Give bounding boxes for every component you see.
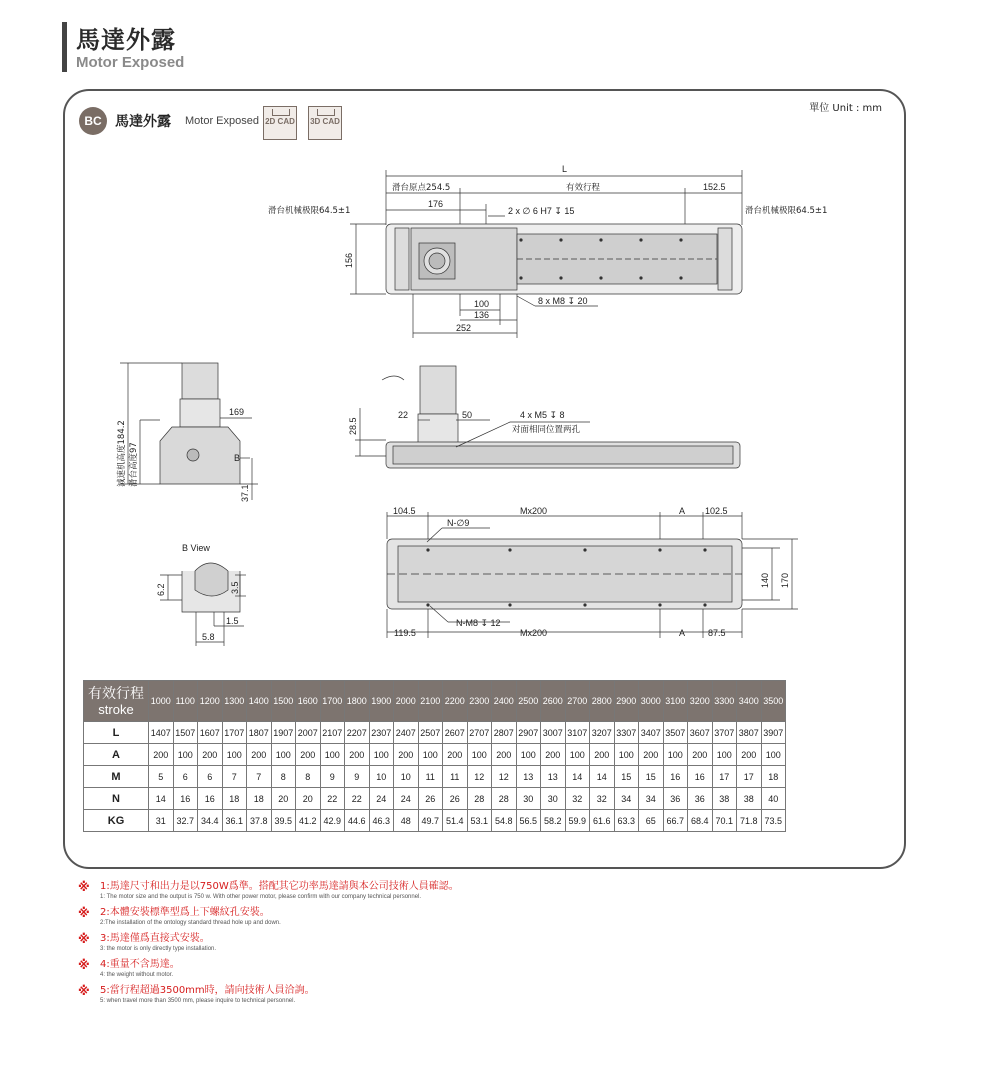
- table-cell: 100: [565, 744, 590, 766]
- note-cn: 2:本體安裝標準型爲上下螺紋孔安裝。: [100, 907, 270, 918]
- row-label: N: [84, 788, 149, 810]
- stroke-cell: 3000: [639, 681, 664, 722]
- table-cell: 200: [345, 744, 370, 766]
- table-cell: 1707: [222, 722, 247, 744]
- table-cell: 14: [149, 788, 174, 810]
- note-mark: ※: [78, 880, 90, 894]
- table-cell: 3007: [541, 722, 566, 744]
- table-cell: 16: [173, 788, 198, 810]
- stroke-cell: 1500: [271, 681, 296, 722]
- cad-2d-button[interactable]: 2D CAD: [263, 106, 297, 140]
- label-A-bottom: A: [679, 628, 686, 638]
- slider-height-label: 滑台高度97: [129, 442, 139, 487]
- table-cell: 30: [516, 788, 541, 810]
- table-cell: 37.8: [247, 810, 272, 832]
- table-cell: 17: [712, 766, 737, 788]
- cad-3d-button[interactable]: 3D CAD: [308, 106, 342, 140]
- table-cell: 2107: [320, 722, 345, 744]
- n-holes-spec: N-∅9: [447, 518, 470, 528]
- table-cell: 32: [590, 788, 615, 810]
- spec-table: [83, 680, 786, 832]
- table-cell: 28: [492, 788, 517, 810]
- table-cell: 26: [443, 788, 468, 810]
- table-cell: 34: [614, 788, 639, 810]
- stroke-cell: 2400: [492, 681, 517, 722]
- row-label: A: [84, 744, 149, 766]
- note-item: [72, 958, 592, 980]
- stroke-cell: 1100: [173, 681, 198, 722]
- table-cell: 8: [271, 766, 296, 788]
- table-cell: 1807: [247, 722, 272, 744]
- table-cell: 100: [271, 744, 296, 766]
- table-cell: 28: [467, 788, 492, 810]
- table-cell: 17: [737, 766, 762, 788]
- table-cell: 8: [296, 766, 321, 788]
- section-title-en: Motor Exposed: [185, 115, 259, 127]
- stroke-cell: 1400: [247, 681, 272, 722]
- table-cell: 10: [369, 766, 394, 788]
- table-cell: 100: [418, 744, 443, 766]
- table-row: [84, 810, 786, 832]
- table-cell: 16: [688, 766, 713, 788]
- table-cell: 200: [247, 744, 272, 766]
- dim-L: L: [562, 164, 568, 174]
- table-cell: 3807: [737, 722, 762, 744]
- table-cell: 100: [614, 744, 639, 766]
- table-cell: 13: [516, 766, 541, 788]
- table-cell: 200: [443, 744, 468, 766]
- dim-1-5: 1.5: [226, 616, 239, 626]
- table-cell: 20: [271, 788, 296, 810]
- table-cell: 39.5: [271, 810, 296, 832]
- dim-87-5: 87.5: [708, 628, 726, 638]
- dim-5-8: 5.8: [202, 632, 215, 642]
- table-cell: 2307: [369, 722, 394, 744]
- table-cell: 2607: [443, 722, 468, 744]
- table-cell: 18: [247, 788, 272, 810]
- dim-3-5: 3.5: [230, 581, 240, 594]
- table-cell: 200: [688, 744, 713, 766]
- note-item: [72, 984, 592, 1006]
- table-cell: 2807: [492, 722, 517, 744]
- table-cell: 100: [516, 744, 541, 766]
- stroke-cell: 1600: [296, 681, 321, 722]
- table-cell: 61.6: [590, 810, 615, 832]
- dim-169: 169: [229, 407, 245, 417]
- table-cell: 2707: [467, 722, 492, 744]
- table-cell: 100: [173, 744, 198, 766]
- table-cell: 2907: [516, 722, 541, 744]
- table-cell: 1607: [198, 722, 223, 744]
- dim-50: 50: [462, 410, 473, 420]
- table-cell: 36.1: [222, 810, 247, 832]
- section-badge: BC: [79, 107, 107, 135]
- limit-right-label: 滑台机械极限64.5±1: [745, 206, 828, 216]
- page-subtitle: Motor Exposed: [76, 54, 185, 71]
- table-cell: 70.1: [712, 810, 737, 832]
- stroke-cell: 2100: [418, 681, 443, 722]
- table-cell: 22: [345, 788, 370, 810]
- table-cell: 34: [639, 788, 664, 810]
- table-cell: 14: [590, 766, 615, 788]
- table-cell: 100: [761, 744, 786, 766]
- table-cell: 46.3: [369, 810, 394, 832]
- table-cell: 200: [394, 744, 419, 766]
- table-cell: 11: [443, 766, 468, 788]
- table-cell: 36: [663, 788, 688, 810]
- table-cell: 7: [222, 766, 247, 788]
- unit-label: 單位 Unit : mm: [809, 103, 882, 114]
- label-B: B: [234, 453, 241, 463]
- notes-list: [72, 880, 592, 1010]
- stroke-header: [84, 681, 149, 722]
- note-en: 2:The installation of the ontology standard thread hole up and down.: [100, 920, 281, 926]
- dim-100: 100: [474, 299, 490, 309]
- table-cell: 41.2: [296, 810, 321, 832]
- stroke-cell: 1700: [320, 681, 345, 722]
- dim-152-5: 152.5: [703, 182, 726, 192]
- table-cell: 68.4: [688, 810, 713, 832]
- stroke-cell: 2700: [565, 681, 590, 722]
- note-item: [72, 906, 592, 928]
- page-title: 馬達外露: [76, 26, 176, 54]
- stroke-cell: 2900: [614, 681, 639, 722]
- table-cell: 6: [198, 766, 223, 788]
- table-cell: 44.6: [345, 810, 370, 832]
- table-cell: 26: [418, 788, 443, 810]
- side-note: 对面相同位置两孔: [512, 425, 581, 435]
- stroke-cell: 3300: [712, 681, 737, 722]
- note-en: 1: The motor size and the output is 750 w. With other power motor, please confirm with our company technical personnel.: [100, 894, 422, 900]
- mx200-bottom: Mx200: [520, 628, 548, 638]
- table-cell: 3707: [712, 722, 737, 744]
- table-cell: 73.5: [761, 810, 786, 832]
- section-title-cn: 馬達外露: [115, 114, 171, 130]
- mx200-top: Mx200: [520, 506, 548, 516]
- table-cell: 200: [198, 744, 223, 766]
- row-label: M: [84, 766, 149, 788]
- table-cell: 31: [149, 810, 174, 832]
- table-cell: 1407: [149, 722, 174, 744]
- stroke-cell: 2800: [590, 681, 615, 722]
- table-row: [84, 788, 786, 810]
- table-cell: 66.7: [663, 810, 688, 832]
- stroke-cell: 1200: [198, 681, 223, 722]
- table-cell: 38: [737, 788, 762, 810]
- table-cell: 13: [541, 766, 566, 788]
- table-row: [84, 766, 786, 788]
- table-cell: 3507: [663, 722, 688, 744]
- table-cell: 1907: [271, 722, 296, 744]
- table-cell: 3307: [614, 722, 639, 744]
- table-cell: 9: [345, 766, 370, 788]
- stroke-header-cn: 有效行程: [88, 684, 144, 701]
- table-cell: 3607: [688, 722, 713, 744]
- dim-102-5: 102.5: [705, 506, 728, 516]
- table-cell: 32.7: [173, 810, 198, 832]
- dim-28-5: 28.5: [348, 417, 358, 435]
- table-cell: 9: [320, 766, 345, 788]
- note-mark: ※: [78, 932, 90, 946]
- holes-spec: 2 x ∅ 6 H7 ↧ 15: [508, 206, 575, 216]
- dim-136: 136: [474, 310, 490, 320]
- table-cell: 20: [296, 788, 321, 810]
- table-cell: 3207: [590, 722, 615, 744]
- stroke-cell: 3200: [688, 681, 713, 722]
- side-screws-spec: 4 x M5 ↧ 8: [520, 410, 565, 420]
- table-cell: 7: [247, 766, 272, 788]
- stroke-cell: 2600: [541, 681, 566, 722]
- table-cell: 18: [761, 766, 786, 788]
- note-en: 3: the motor is only directly type installation.: [100, 946, 217, 952]
- dim-252: 252: [456, 323, 472, 333]
- table-cell: 10: [394, 766, 419, 788]
- slide-origin-label: 滑台原点254.5: [392, 183, 451, 193]
- table-row: [84, 722, 786, 744]
- table-cell: 24: [394, 788, 419, 810]
- table-cell: 34.4: [198, 810, 223, 832]
- note-item: [72, 932, 592, 954]
- label-A-top: A: [679, 506, 686, 516]
- table-cell: 12: [467, 766, 492, 788]
- table-cell: 42.9: [320, 810, 345, 832]
- table-cell: 3907: [761, 722, 786, 744]
- table-cell: 200: [492, 744, 517, 766]
- stroke-header-en: stroke: [98, 701, 134, 717]
- table-cell: 58.2: [541, 810, 566, 832]
- note-mark: ※: [78, 984, 90, 998]
- stroke-cell: 1300: [222, 681, 247, 722]
- table-cell: 100: [320, 744, 345, 766]
- dim-170: 170: [780, 572, 790, 588]
- table-cell: 71.8: [737, 810, 762, 832]
- dim-6-2: 6.2: [156, 583, 166, 596]
- stroke-cell: 2500: [516, 681, 541, 722]
- stroke-cell: 2200: [443, 681, 468, 722]
- table-cell: 36: [688, 788, 713, 810]
- table-cell: 49.7: [418, 810, 443, 832]
- dim-37-1: 37.1: [240, 484, 250, 502]
- stroke-cell: 1900: [369, 681, 394, 722]
- table-cell: 6: [173, 766, 198, 788]
- table-cell: 100: [467, 744, 492, 766]
- table-cell: 38: [712, 788, 737, 810]
- table-cell: 30: [541, 788, 566, 810]
- note-cn: 4:重量不含馬達。: [100, 959, 180, 970]
- note-item: [72, 880, 592, 902]
- b-view-title: B View: [182, 543, 210, 553]
- table-cell: 100: [663, 744, 688, 766]
- table-cell: 3407: [639, 722, 664, 744]
- table-cell: 2407: [394, 722, 419, 744]
- table-cell: 51.4: [443, 810, 468, 832]
- table-cell: 48: [394, 810, 419, 832]
- table-row: [84, 744, 786, 766]
- note-en: 5: when travel more than 3500 mm, please inquire to technical personnel.: [100, 998, 296, 1004]
- table-cell: 24: [369, 788, 394, 810]
- screws-spec: 8 x M8 ↧ 20: [538, 296, 588, 306]
- note-en: 4: the weight without motor.: [100, 972, 174, 978]
- table-cell: 5: [149, 766, 174, 788]
- table-cell: 16: [198, 788, 223, 810]
- table-cell: 200: [296, 744, 321, 766]
- table-cell: 2207: [345, 722, 370, 744]
- table-cell: 2507: [418, 722, 443, 744]
- stroke-cell: 1000: [149, 681, 174, 722]
- stroke-cell: 2300: [467, 681, 492, 722]
- stroke-cell: 3500: [761, 681, 786, 722]
- table-cell: 63.3: [614, 810, 639, 832]
- table-cell: 200: [590, 744, 615, 766]
- note-mark: ※: [78, 906, 90, 920]
- stroke-cell: 3100: [663, 681, 688, 722]
- dim-156: 156: [344, 252, 354, 268]
- table-cell: 59.9: [565, 810, 590, 832]
- table-cell: 100: [222, 744, 247, 766]
- note-cn: 3:馬達僅爲直接式安裝。: [100, 933, 210, 944]
- table-cell: 56.5: [516, 810, 541, 832]
- table-cell: 200: [639, 744, 664, 766]
- dim-140: 140: [760, 572, 770, 588]
- table-cell: 200: [541, 744, 566, 766]
- table-header-row: [84, 681, 786, 722]
- table-cell: 53.1: [467, 810, 492, 832]
- table-cell: 12: [492, 766, 517, 788]
- table-cell: 3107: [565, 722, 590, 744]
- table-cell: 16: [663, 766, 688, 788]
- table-cell: 11: [418, 766, 443, 788]
- stroke-cell: 3400: [737, 681, 762, 722]
- table-cell: 32: [565, 788, 590, 810]
- table-cell: 100: [369, 744, 394, 766]
- table-cell: 14: [565, 766, 590, 788]
- n-m8-spec: N-M8 ↧ 12: [456, 618, 501, 628]
- row-label: KG: [84, 810, 149, 832]
- note-cn: 1:馬達尺寸和出力是以750W爲準。搭配其它功率馬達請與本公司技術人員確認。: [100, 881, 459, 892]
- table-cell: 18: [222, 788, 247, 810]
- table-cell: 54.8: [492, 810, 517, 832]
- reducer-height-label: 減速机高度184.2: [117, 420, 127, 487]
- table-cell: 200: [149, 744, 174, 766]
- table-cell: 1507: [173, 722, 198, 744]
- dim-104-5: 104.5: [393, 506, 416, 516]
- limit-left-label: 滑台机械极限64.5±1: [268, 206, 351, 216]
- effective-stroke-label: 有效行程: [566, 183, 601, 193]
- table-cell: 100: [712, 744, 737, 766]
- table-cell: 200: [737, 744, 762, 766]
- dim-176: 176: [428, 199, 444, 209]
- row-label: L: [84, 722, 149, 744]
- table-cell: 22: [320, 788, 345, 810]
- table-cell: 15: [614, 766, 639, 788]
- note-mark: ※: [78, 958, 90, 972]
- dim-22: 22: [398, 410, 409, 420]
- table-cell: 65: [639, 810, 664, 832]
- stroke-cell: 1800: [345, 681, 370, 722]
- table-cell: 2007: [296, 722, 321, 744]
- table-cell: 40: [761, 788, 786, 810]
- note-cn: 5:當行程超過3500mm時，請向技術人員洽詢。: [100, 985, 315, 996]
- table-cell: 15: [639, 766, 664, 788]
- stroke-cell: 2000: [394, 681, 419, 722]
- dim-119-5: 119.5: [394, 628, 416, 638]
